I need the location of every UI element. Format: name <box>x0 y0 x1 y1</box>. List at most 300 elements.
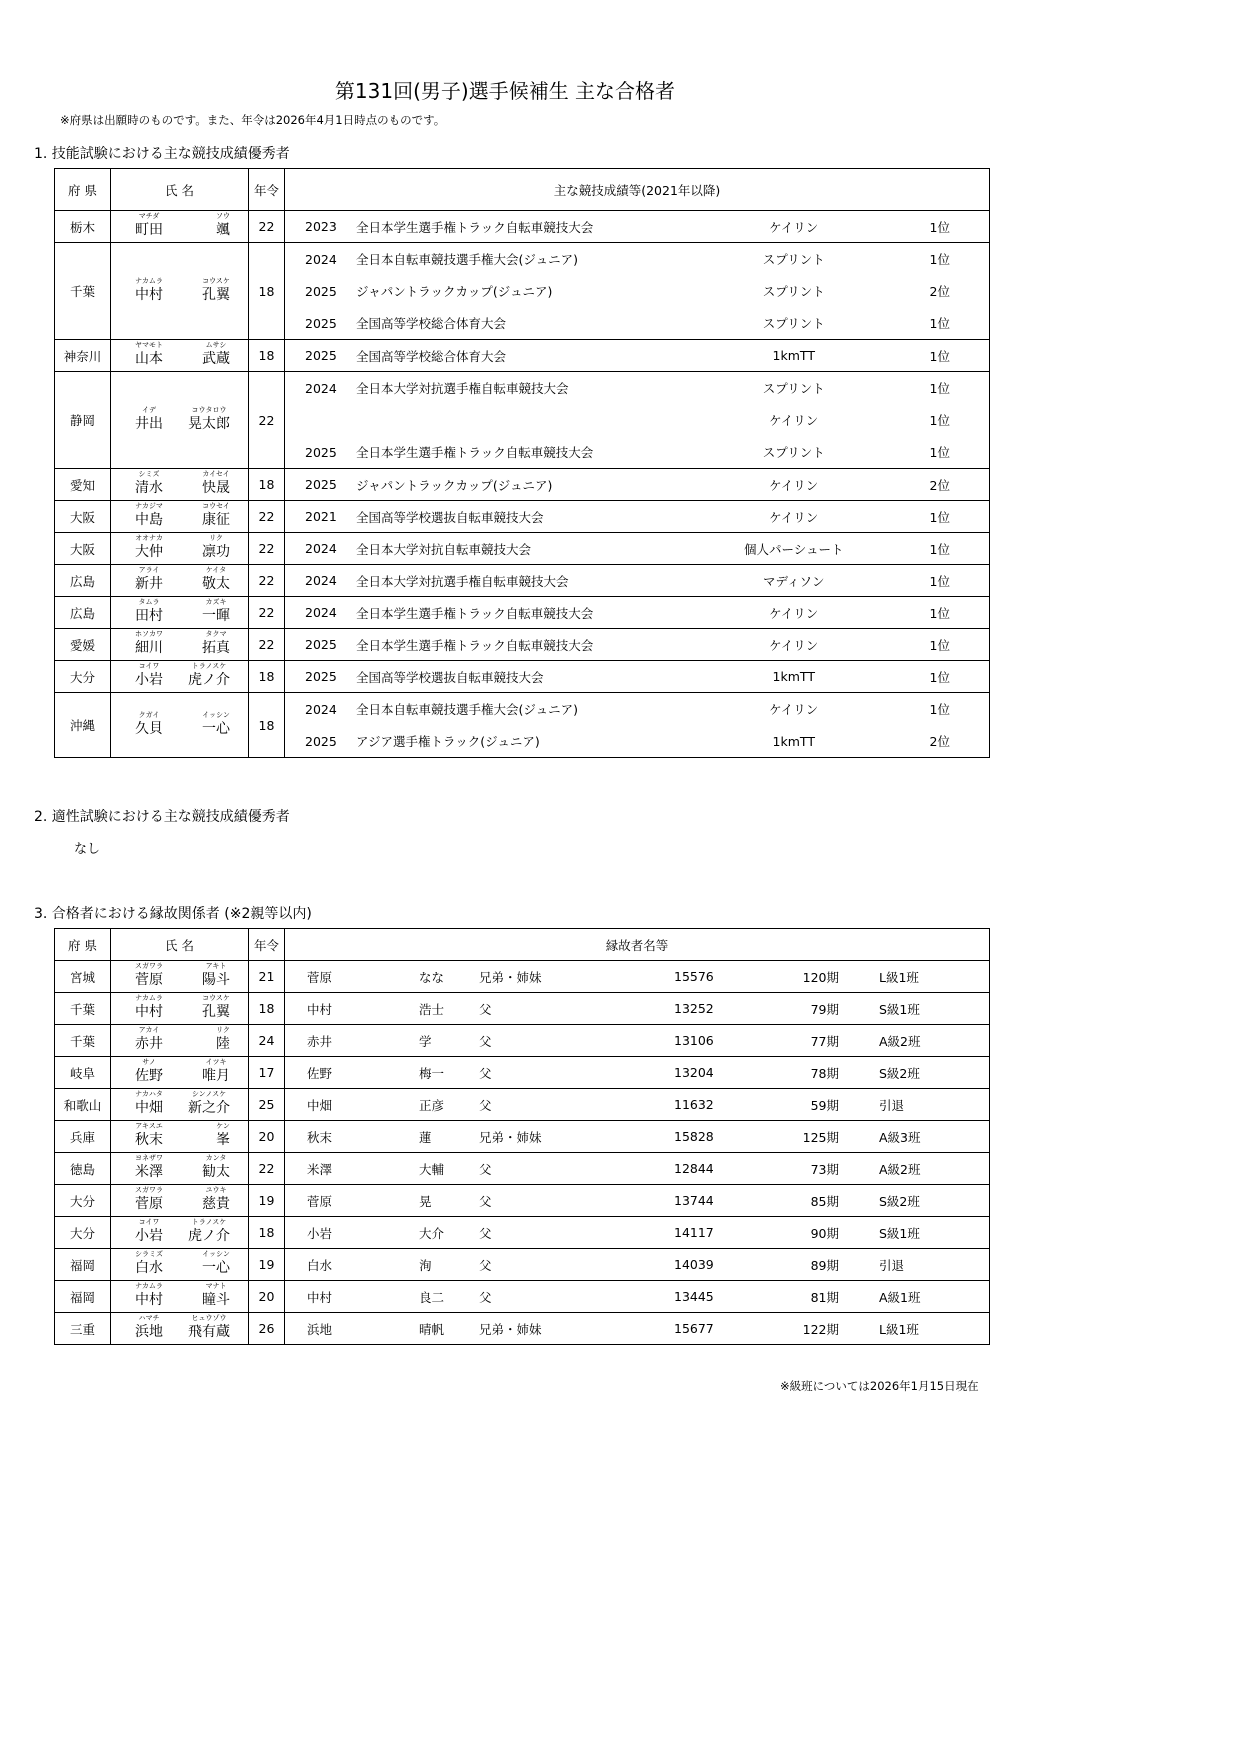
record-rank: 1位 <box>929 381 950 396</box>
given-name <box>188 405 230 433</box>
relative-line <box>285 968 989 986</box>
family-name-text: 細川 <box>135 640 163 656</box>
age-cell: 22 <box>249 597 285 629</box>
section2-none-text: なし <box>74 842 101 857</box>
name-cell <box>111 661 249 693</box>
record-year: 2025 <box>305 348 337 363</box>
family-name-reading: シミズ <box>138 470 160 478</box>
record-line <box>285 469 989 500</box>
record-line <box>285 661 989 692</box>
relative-line <box>285 1192 989 1210</box>
term: 120期 <box>802 969 839 985</box>
record-year: 2025 <box>305 283 337 299</box>
person-name <box>117 664 242 689</box>
given-name-text: 晃太郎 <box>188 415 230 432</box>
family-name <box>135 1316 163 1341</box>
given-name-reading: ムサシ <box>205 341 227 349</box>
given-name-text: 一心 <box>202 720 230 737</box>
age-cell: 18 <box>249 993 285 1025</box>
table-row <box>55 1281 990 1313</box>
term: 89期 <box>810 1257 839 1273</box>
family-name <box>135 343 163 368</box>
record-category: ケイリン <box>769 477 819 493</box>
prefecture-cell: 静岡 <box>55 372 111 469</box>
family-name-text: 久貝 <box>135 720 163 737</box>
age-cell: 19 <box>249 1185 285 1217</box>
term: 125期 <box>802 1129 839 1145</box>
relative-given-name: 良二 <box>419 1289 445 1305</box>
name-cell <box>111 372 249 469</box>
person-name <box>117 964 242 989</box>
rank-class: S級1班 <box>879 1225 920 1241</box>
family-name-reading: サノ <box>142 1058 156 1066</box>
given-name-reading: マナト <box>205 1282 227 1290</box>
record-event: 全日本大学対抗自転車競技大会 <box>356 541 532 557</box>
name-cell <box>111 629 249 661</box>
given-name-text: 敬太 <box>202 576 230 592</box>
given-name-reading: カンタ <box>205 1154 227 1162</box>
rank-class: A級2班 <box>879 1033 921 1049</box>
given-name <box>202 600 230 625</box>
given-name-reading: イッシン <box>202 1250 230 1258</box>
name-cell <box>111 693 249 758</box>
relative-line <box>285 1160 989 1178</box>
table-row <box>55 661 990 693</box>
given-name-reading: リク <box>216 1026 230 1034</box>
table-row <box>55 597 990 629</box>
section2-heading: 2. 適性試験における主な競技成績優秀者 <box>34 809 290 825</box>
family-name-reading: マチダ <box>138 212 160 220</box>
record-rank: 1位 <box>929 702 950 717</box>
family-name-text: 田村 <box>135 608 163 624</box>
given-name <box>216 1028 230 1053</box>
rank-class: 引退 <box>879 1097 905 1113</box>
records-cell <box>285 243 990 340</box>
relative-family-name: 浜地 <box>307 1321 333 1337</box>
record-line <box>285 243 989 275</box>
relative-family-name: 白水 <box>307 1257 333 1273</box>
given-name-text: 虎ノ介 <box>188 1228 230 1244</box>
relative-cell <box>285 993 990 1025</box>
relative-family-name: 米澤 <box>307 1161 333 1177</box>
person-name <box>117 1156 242 1181</box>
term: 85期 <box>810 1193 839 1209</box>
prefecture-cell: 沖縄 <box>55 693 111 758</box>
given-name <box>202 1188 230 1213</box>
family-name-text: 清水 <box>135 480 163 496</box>
age-cell: 22 <box>249 565 285 597</box>
given-name-reading: アキト <box>205 962 227 970</box>
family-name <box>135 964 163 989</box>
prefecture-cell: 千葉 <box>55 243 111 340</box>
record-event: アジア選手権トラック(ジュニア) <box>356 734 540 749</box>
relative-given-name: 大輔 <box>419 1161 445 1177</box>
record-line <box>285 211 989 242</box>
relative-family-name: 赤井 <box>307 1033 333 1049</box>
age-cell: 20 <box>249 1281 285 1313</box>
term: 81期 <box>810 1289 839 1305</box>
table-row <box>55 372 990 469</box>
record-year: 2024 <box>305 701 337 717</box>
record-event: 全日本自転車競技選手権大会(ジュニア) <box>356 252 579 267</box>
given-name-reading: ソウ <box>216 212 230 220</box>
name-cell <box>111 340 249 372</box>
family-name <box>135 214 163 239</box>
records-cell <box>285 211 990 243</box>
rank-class: S級2班 <box>879 1065 920 1081</box>
age-cell: 18 <box>249 340 285 372</box>
header-records: 主な競技成績等(2021年以降) <box>285 169 990 211</box>
given-name-text: 康征 <box>202 512 230 528</box>
given-name <box>202 1060 230 1085</box>
record-year: 2024 <box>305 380 337 396</box>
prefecture-cell: 広島 <box>55 565 111 597</box>
age-cell: 18 <box>249 243 285 340</box>
term: 78期 <box>810 1065 839 1081</box>
prefecture-cell: 大分 <box>55 1217 111 1249</box>
given-name-reading: カイセイ <box>202 470 230 478</box>
records-cell <box>285 533 990 565</box>
family-name-text: 中村 <box>135 1004 163 1020</box>
family-name-text: 新井 <box>135 576 163 592</box>
relation: 父 <box>479 1097 492 1113</box>
person-name <box>117 1220 242 1245</box>
name-cell <box>111 565 249 597</box>
age-cell: 22 <box>249 501 285 533</box>
family-name <box>135 664 163 689</box>
relative-cell <box>285 1025 990 1057</box>
record-rank: 1位 <box>929 348 950 364</box>
registration-number: 13204 <box>674 1065 714 1080</box>
name-cell <box>111 243 249 340</box>
given-name <box>188 1220 230 1245</box>
given-name-text: 凛功 <box>202 544 230 560</box>
relative-cell <box>285 961 990 993</box>
given-name <box>188 1092 230 1117</box>
age-cell: 22 <box>249 1153 285 1185</box>
relative-line <box>285 1224 989 1242</box>
name-cell <box>111 1281 249 1313</box>
table-row <box>55 1249 990 1281</box>
given-name-reading: ユウキ <box>205 1186 227 1194</box>
prefecture-cell: 神奈川 <box>55 340 111 372</box>
given-name <box>202 472 230 497</box>
header-name: 氏 名 <box>111 169 249 211</box>
age-cell: 18 <box>249 1217 285 1249</box>
relative-given-name: 梅一 <box>419 1065 445 1081</box>
family-name <box>135 1028 163 1053</box>
table-row <box>55 340 990 372</box>
term: 79期 <box>810 1001 839 1017</box>
rank-class: L級1班 <box>879 969 919 985</box>
prefecture-cell: 宮城 <box>55 961 111 993</box>
name-cell <box>111 469 249 501</box>
person-name <box>117 1316 242 1341</box>
page-title: 第131回(男子)選手候補生 主な合格者 <box>334 79 676 103</box>
given-name-text: 新之介 <box>188 1100 230 1116</box>
person-name <box>117 1252 242 1277</box>
relative-family-name: 菅原 <box>307 969 333 985</box>
person-name <box>117 710 242 738</box>
record-rank: 1位 <box>929 316 950 331</box>
records-cell <box>285 661 990 693</box>
given-name-reading: タクマ <box>205 630 227 638</box>
given-name-reading: リク <box>209 534 223 542</box>
note-bottom: ※級班については2026年1月15日現在 <box>780 1379 979 1393</box>
family-name-text: 菅原 <box>135 972 163 988</box>
relative-cell <box>285 1249 990 1281</box>
relative-given-name: 洵 <box>419 1257 432 1273</box>
relative-cell <box>285 1281 990 1313</box>
family-name-reading: コイワ <box>138 662 160 670</box>
age-cell: 17 <box>249 1057 285 1089</box>
records-cell <box>285 340 990 372</box>
given-name-text: 陽斗 <box>202 972 230 988</box>
record-rank: 1位 <box>929 413 950 428</box>
relative-family-name: 中畑 <box>307 1097 333 1113</box>
relative-family-name: 秋末 <box>307 1129 333 1145</box>
family-name <box>135 568 163 593</box>
registration-number: 13252 <box>674 1001 714 1016</box>
table-row <box>55 533 990 565</box>
given-name-text: 慈貴 <box>202 1196 230 1212</box>
records-cell <box>285 693 990 758</box>
relation: 兄弟・姉妹 <box>479 969 542 985</box>
record-rank: 1位 <box>929 573 950 589</box>
prefecture-cell: 福岡 <box>55 1249 111 1281</box>
prefecture-cell: 兵庫 <box>55 1121 111 1153</box>
given-name <box>202 1156 230 1181</box>
family-name <box>135 536 163 561</box>
record-event: ジャパントラックカップ(ジュニア) <box>356 284 553 299</box>
family-name-reading: スガワラ <box>135 962 163 970</box>
record-rank: 1位 <box>929 605 950 621</box>
given-name-reading: イッシン <box>202 710 230 719</box>
registration-number: 12844 <box>674 1161 714 1176</box>
given-name <box>202 1252 230 1277</box>
given-name-reading: トラノスケ <box>191 1218 227 1226</box>
record-event: 全日本学生選手権トラック自転車競技大会 <box>356 637 594 653</box>
relative-given-name: 蓮 <box>419 1129 432 1145</box>
family-name-text: 白水 <box>135 1260 163 1276</box>
record-category: スプリント <box>762 316 825 331</box>
given-name-reading: カズキ <box>205 598 227 606</box>
relative-cell <box>285 1089 990 1121</box>
age-cell: 22 <box>249 629 285 661</box>
family-name <box>135 1124 163 1149</box>
name-cell <box>111 961 249 993</box>
family-name-reading: ナカムラ <box>135 994 163 1002</box>
registration-number: 15576 <box>674 969 714 984</box>
record-category: ケイリン <box>769 605 819 621</box>
family-name <box>135 276 163 304</box>
given-name <box>202 632 230 657</box>
relative-line <box>285 1064 989 1082</box>
family-name-text: 佐野 <box>135 1068 163 1084</box>
family-name-reading: ヤマモト <box>135 341 163 349</box>
table-row <box>55 469 990 501</box>
prefecture-cell: 和歌山 <box>55 1089 111 1121</box>
record-line <box>285 533 989 564</box>
given-name-reading: ケン <box>216 1122 230 1130</box>
relation: 父 <box>479 1033 492 1049</box>
table-row <box>55 993 990 1025</box>
family-name-reading: アライ <box>138 566 160 574</box>
family-name-reading: アカイ <box>138 1026 160 1034</box>
family-name <box>135 632 163 657</box>
record-line <box>285 629 989 660</box>
registration-number: 15677 <box>674 1321 714 1336</box>
family-name-reading: コイワ <box>138 1218 160 1226</box>
age-cell: 18 <box>249 661 285 693</box>
header-pref: 府 県 <box>55 169 111 211</box>
person-name <box>117 536 242 561</box>
term: 59期 <box>810 1097 839 1113</box>
given-name-reading: コウセイ <box>202 502 230 510</box>
age-cell: 25 <box>249 1089 285 1121</box>
person-name <box>117 1188 242 1213</box>
person-name <box>117 343 242 368</box>
relative-line <box>285 1000 989 1018</box>
family-name <box>135 996 163 1021</box>
record-rank: 1位 <box>929 445 950 460</box>
relation: 父 <box>479 1225 492 1241</box>
record-event: 全日本自転車競技選手権大会(ジュニア) <box>356 702 579 717</box>
family-name-reading: アキスエ <box>135 1122 163 1130</box>
table-row <box>55 1025 990 1057</box>
person-name <box>117 214 242 239</box>
table-row <box>55 211 990 243</box>
relation: 兄弟・姉妹 <box>479 1129 542 1145</box>
relative-given-name: なな <box>419 969 445 985</box>
record-category: スプリント <box>762 284 825 299</box>
given-name-text: 瞳斗 <box>202 1292 230 1308</box>
given-name-text: 一心 <box>202 1260 230 1276</box>
given-name-reading: コウスケ <box>202 994 230 1002</box>
given-name <box>202 964 230 989</box>
person-name <box>117 276 242 304</box>
family-name-text: 中島 <box>135 512 163 528</box>
rank-class: S級1班 <box>879 1001 920 1017</box>
given-name <box>216 214 230 239</box>
given-name-text: 峯 <box>216 1132 230 1148</box>
record-rank: 1位 <box>929 252 950 267</box>
family-name-reading: ナカジマ <box>135 502 163 510</box>
rank-class: A級2班 <box>879 1161 921 1177</box>
record-category: スプリント <box>762 381 825 396</box>
prefecture-cell: 栃木 <box>55 211 111 243</box>
relation: 父 <box>479 1065 492 1081</box>
person-name <box>117 632 242 657</box>
person-name <box>117 1284 242 1309</box>
family-name-text: 赤井 <box>135 1036 163 1052</box>
record-category: ケイリン <box>769 509 819 525</box>
record-year: 2025 <box>305 733 337 749</box>
relative-given-name: 晃 <box>419 1193 432 1209</box>
record-event: 全国高等学校選抜自転車競技大会 <box>356 509 544 525</box>
rank-class: 引退 <box>879 1257 905 1273</box>
family-name <box>135 405 163 433</box>
relative-cell <box>285 1185 990 1217</box>
term: 73期 <box>810 1161 839 1177</box>
given-name-reading: トラノスケ <box>191 662 227 670</box>
record-line <box>285 436 989 468</box>
given-name-reading: コウスケ <box>202 276 230 285</box>
given-name-reading: シンノスケ <box>191 1090 227 1098</box>
relative-given-name: 学 <box>419 1033 432 1049</box>
record-line <box>285 307 989 339</box>
relation: 父 <box>479 1289 492 1305</box>
given-name-text: 飛有蔵 <box>188 1324 230 1340</box>
relative-line <box>285 1032 989 1050</box>
table-row <box>55 1153 990 1185</box>
given-name-text: 勧太 <box>202 1164 230 1180</box>
family-name-reading: シラミズ <box>135 1250 163 1258</box>
records-cell <box>285 469 990 501</box>
record-category: スプリント <box>762 445 825 460</box>
family-name-reading: ナカハタ <box>135 1090 163 1098</box>
family-name-text: 菅原 <box>135 1196 163 1212</box>
family-name <box>135 1060 163 1085</box>
given-name-text: 孔翼 <box>202 1004 230 1020</box>
section3-heading: 3. 合格者における縁故関係者 (※2親等以内) <box>34 906 312 922</box>
family-name <box>135 1156 163 1181</box>
table-row <box>55 1089 990 1121</box>
note-top: ※府県は出願時のものです。また、年令は2026年4月1日時点のものです。 <box>60 113 446 127</box>
family-name <box>135 1188 163 1213</box>
term: 77期 <box>810 1033 839 1049</box>
family-name-reading: ホソカワ <box>135 630 163 638</box>
name-cell <box>111 501 249 533</box>
family-name <box>135 1220 163 1245</box>
prefecture-cell: 福岡 <box>55 1281 111 1313</box>
table-row <box>55 629 990 661</box>
table-row <box>55 1057 990 1089</box>
family-name <box>135 504 163 529</box>
age-cell: 18 <box>249 693 285 758</box>
registration-number: 15828 <box>674 1129 714 1144</box>
person-name <box>117 1060 242 1085</box>
relation: 父 <box>479 1001 492 1017</box>
relative-family-name: 小岩 <box>307 1225 333 1241</box>
record-year: 2024 <box>305 605 337 620</box>
record-line <box>285 565 989 596</box>
prefecture-cell: 愛知 <box>55 469 111 501</box>
rank-class: L級1班 <box>879 1321 919 1337</box>
family-name-reading: クガイ <box>138 710 160 719</box>
record-year: 2024 <box>305 251 337 267</box>
term: 90期 <box>810 1225 839 1241</box>
prefecture-cell: 愛媛 <box>55 629 111 661</box>
person-name <box>117 405 242 433</box>
prefecture-cell: 岐阜 <box>55 1057 111 1089</box>
person-name <box>117 472 242 497</box>
relative-given-name: 大介 <box>419 1225 445 1241</box>
record-category: ケイリン <box>769 413 819 428</box>
relative-given-name: 晴帆 <box>419 1321 445 1337</box>
family-name-reading: イデ <box>142 405 156 414</box>
record-event: 全国高等学校総合体育大会 <box>356 316 507 331</box>
relation: 父 <box>479 1257 492 1273</box>
family-name-text: 中村 <box>135 286 163 303</box>
relative-given-name: 正彦 <box>419 1097 445 1113</box>
given-name-text: 快晟 <box>202 480 230 496</box>
record-category: マディソン <box>762 573 825 589</box>
family-name-text: 小岩 <box>135 672 163 688</box>
family-name-text: 中村 <box>135 1292 163 1308</box>
relative-line <box>285 1096 989 1114</box>
registration-number: 14039 <box>674 1257 714 1272</box>
